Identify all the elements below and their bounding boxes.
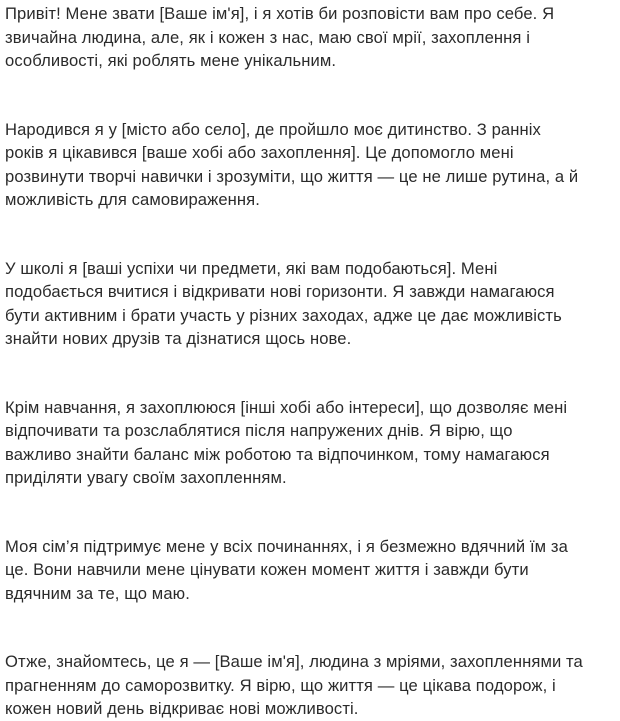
paragraph-line: Привіт! Мене звати [Ваше ім'я], і я хотів би розповісти вам про себе. Я xyxy=(5,4,555,23)
paragraph-conclusion xyxy=(5,650,615,721)
paragraph-line: відпочивати та розслаблятися після напружених днів. Я вірю, що xyxy=(5,421,513,440)
paragraph-line: Крім навчання, я захоплююся [інші хобі або інтереси], що дозволяє мені xyxy=(5,397,568,417)
paragraph-family xyxy=(5,535,615,606)
paragraph-line: вдячним за те, що маю. xyxy=(5,583,190,603)
paragraph-line: знайти нових друзів та дізнатися щось нове. xyxy=(5,329,352,348)
paragraph-line: Отже, знайомтесь, це я — [Ваше ім'я], людина з мріями, захопленнями та xyxy=(5,652,583,671)
paragraph-line: важливо знайти баланс між роботою та відпочинком, тому намагаюся xyxy=(5,444,550,464)
paragraph-line: кожен новий день відкриває нові можливості. xyxy=(5,699,359,718)
paragraph-line: особливості, які роблять мене унікальним. xyxy=(5,51,337,70)
paragraph-line: подобається вчитися і відкривати нові горизонти. Я завжди намагаюся xyxy=(5,282,555,301)
paragraph-line: Народився я у [місто або село], де пройшло моє дитинство. З ранніх xyxy=(5,119,541,139)
paragraph-line: У школі я [ваші успіхи чи предмети, які вам подобаються]. Мені xyxy=(5,258,498,278)
paragraph-line: звичайна людина, але, як і кожен з нас, маю свої мрії, захоплення і xyxy=(5,27,531,47)
paragraph-line: прагненням до саморозвитку. Я вірю, що життя — це цікава подорож, і xyxy=(5,675,556,695)
paragraph-childhood xyxy=(5,118,615,212)
paragraph-line: років я цікавився [ваше хобі або захоплення]. Це допомогло мені xyxy=(5,143,514,162)
paragraph-line: розвинути творчі навички і зрозуміти, що життя — це не лише рутина, а й xyxy=(5,166,579,186)
paragraph-line: можливість для самовираження. xyxy=(5,190,260,209)
paragraph-line: бути активним і брати участь у різних заходах, адже це дає можливість xyxy=(5,305,562,325)
paragraph-hobbies xyxy=(5,396,615,490)
paragraph-school xyxy=(5,257,615,351)
paragraph-intro xyxy=(5,2,615,73)
paragraph-line: це. Вони навчили мене цінувати кожен момент життя і завжди бути xyxy=(5,560,529,579)
paragraph-line: Моя сім’я підтримує мене у всіх починаннях, і я безмежно вдячний їм за xyxy=(5,536,568,556)
paragraph-line: приділяти увагу своїм захопленням. xyxy=(5,468,287,487)
